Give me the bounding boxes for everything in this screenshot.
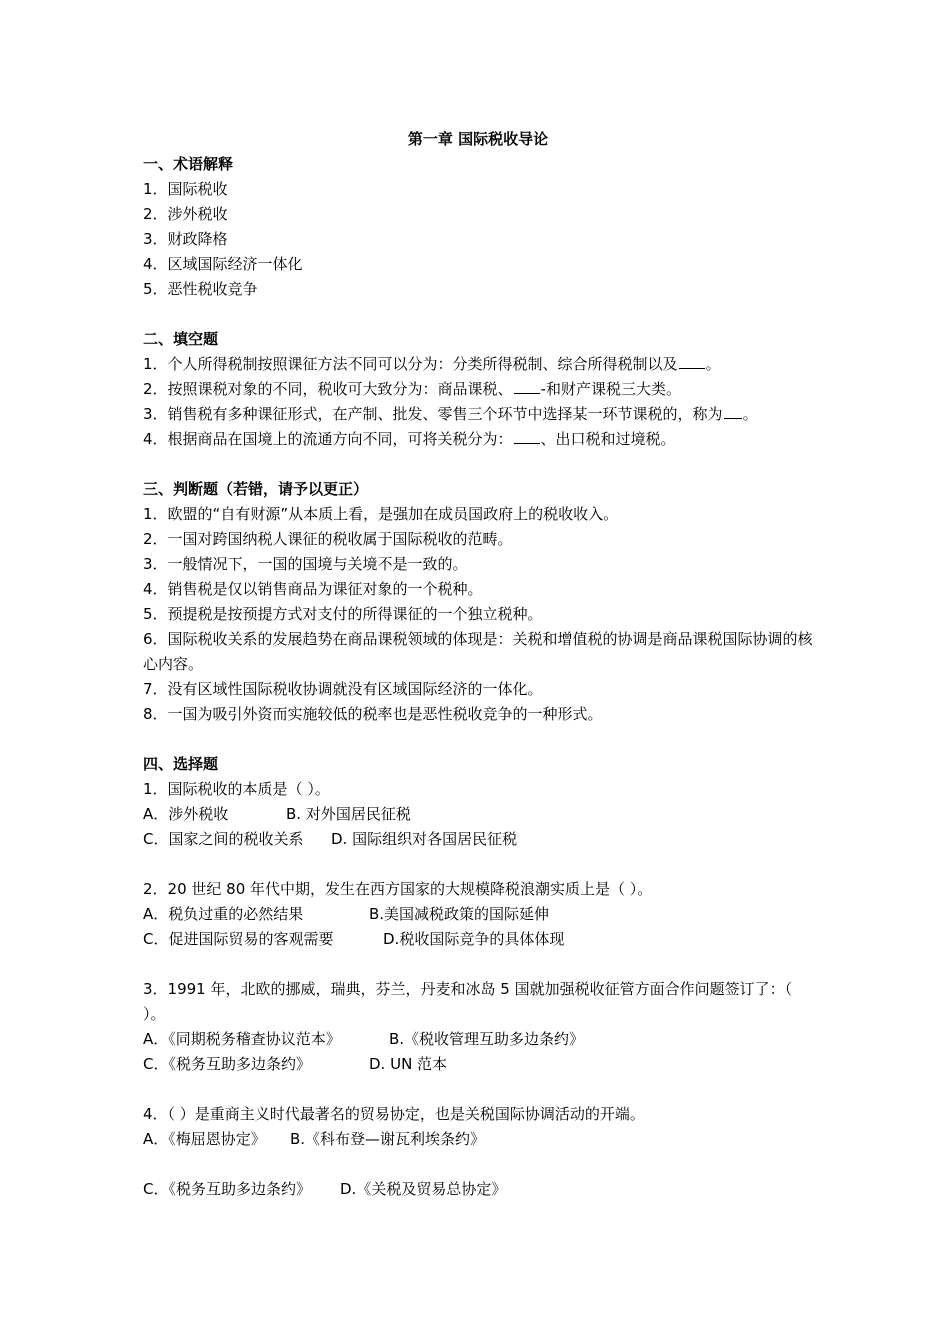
spacer bbox=[143, 1077, 813, 1102]
term-item: 3．财政降格 bbox=[143, 230, 228, 248]
term-item: 1．国际税收 bbox=[143, 180, 228, 198]
option-b: B.《科布登—谢瓦利埃条约》 bbox=[290, 1130, 486, 1148]
choice-options-row bbox=[143, 802, 813, 827]
question-text: 2．按照课税对象的不同，税收可大致分为：商品课税、 bbox=[143, 380, 513, 398]
true-false-item: 8．一国为吸引外资而实施较低的税率也是恶性税收竞争的一种形式。 bbox=[143, 705, 603, 723]
spacer bbox=[143, 852, 813, 877]
true-false-item: 3．一般情况下，一国的国境与关境不是一致的。 bbox=[143, 555, 468, 573]
question-text: 、出口税和过境税。 bbox=[540, 430, 676, 448]
true-false-item: 1．欧盟的“自有财源”从本质上看，是强加在成员国政府上的税收收入。 bbox=[143, 505, 619, 523]
choice-options-row bbox=[143, 927, 813, 952]
option-d: D.《关税及贸易总协定》 bbox=[340, 1180, 507, 1198]
section-heading-true-false: 三、判断题（若错，请予以更正） bbox=[143, 480, 369, 498]
answer-blank bbox=[724, 404, 742, 419]
option-c: C．促进国际贸易的客观需要 bbox=[143, 930, 334, 948]
option-d: D.税收国际竞争的具体体现 bbox=[383, 930, 565, 948]
section-heading-terms: 一、术语解释 bbox=[143, 155, 234, 173]
option-c: C．国家之间的税收关系 bbox=[143, 830, 304, 848]
true-false-item: 2．一国对跨国纳税人课征的税收属于国际税收的范畴。 bbox=[143, 530, 513, 548]
question-text: 4．根据商品在国境上的流通方向不同，可将关税分为： bbox=[143, 430, 513, 448]
spacer bbox=[143, 952, 813, 977]
answer-blank bbox=[679, 354, 705, 369]
true-false-item: 6．国际税收关系的发展趋势在商品课税领域的体现是：关税和增值税的协调是商品课税国际协调的核心内容。 bbox=[143, 630, 813, 673]
fill-blank-question bbox=[143, 377, 813, 402]
fill-blank-question bbox=[143, 352, 813, 377]
term-item: 5．恶性税收竞争 bbox=[143, 280, 258, 298]
question-text: 1．个人所得税制按照课征方法不同可以分为：分类所得税制、综合所得税制以及 bbox=[143, 355, 678, 373]
answer-blank bbox=[514, 429, 540, 444]
choice-question-stem: 1．国际税收的本质是（ ）。 bbox=[143, 780, 330, 798]
term-item: 2．涉外税收 bbox=[143, 205, 228, 223]
choice-options-row bbox=[143, 1052, 813, 1077]
fill-blank-question bbox=[143, 427, 813, 452]
term-item: 4．区域国际经济一体化 bbox=[143, 255, 303, 273]
spacer bbox=[143, 452, 813, 477]
option-b: B.《税收管理互助多边条约》 bbox=[389, 1030, 585, 1048]
option-a: A．涉外税收 bbox=[143, 805, 229, 823]
choice-question-stem: 4．（ ）是重商主义时代最著名的贸易协定，也是关税国际协调活动的开端。 bbox=[143, 1105, 645, 1123]
answer-blank bbox=[514, 379, 540, 394]
chapter-title: 第一章 国际税收导论 bbox=[407, 130, 549, 148]
option-c: C．《税务互助多边条约》 bbox=[143, 1055, 311, 1073]
question-text: 3．销售税有多种课征形式，在产制、批发、零售三个环节中选择某一环节课税的，称为 bbox=[143, 405, 723, 423]
section-heading-multiple-choice: 四、选择题 bbox=[143, 755, 219, 773]
fill-blank-question bbox=[143, 402, 813, 427]
choice-options-row bbox=[143, 1027, 813, 1052]
option-d: D. UN 范本 bbox=[369, 1055, 448, 1073]
option-b: B. 对外国居民征税 bbox=[286, 805, 411, 823]
question-text: 。 bbox=[705, 355, 721, 373]
section-heading-fill-blank: 二、填空题 bbox=[143, 330, 219, 348]
choice-options-row bbox=[143, 1127, 813, 1152]
option-c: C．《税务互助多边条约》 bbox=[143, 1180, 311, 1198]
option-a: A．《同期税务稽查协议范本》 bbox=[143, 1030, 341, 1048]
question-text: 。 bbox=[742, 405, 758, 423]
question-text: -和财产课税三大类。 bbox=[540, 380, 681, 398]
choice-options-row bbox=[143, 827, 813, 852]
document-content bbox=[143, 127, 813, 1202]
true-false-item: 4．销售税是仅以销售商品为课征对象的一个税种。 bbox=[143, 580, 483, 598]
true-false-item: 5．预提税是按预提方式对支付的所得课征的一个独立税种。 bbox=[143, 605, 543, 623]
spacer bbox=[143, 727, 813, 752]
spacer bbox=[143, 1152, 813, 1177]
choice-options-row bbox=[143, 902, 813, 927]
true-false-item: 7．没有区域性国际税收协调就没有区域国际经济的一体化。 bbox=[143, 680, 543, 698]
option-d: D. 国际组织对各国居民征税 bbox=[331, 830, 518, 848]
choice-question-stem: 3．1991 年，北欧的挪威，瑞典，芬兰，丹麦和冰岛 5 国就加强税收征管方面合作问题签订了：（ ）。 bbox=[143, 980, 793, 1023]
choice-question-stem: 2．20 世纪 80 年代中期，发生在西方国家的大规模降税浪潮实质上是（ ）。 bbox=[143, 880, 653, 898]
option-a: A．税负过重的必然结果 bbox=[143, 905, 304, 923]
option-b: B.美国减税政策的国际延伸 bbox=[369, 905, 550, 923]
choice-options-row bbox=[143, 1177, 813, 1202]
spacer bbox=[143, 302, 813, 327]
option-a: A．《梅屈恩协定》 bbox=[143, 1130, 266, 1148]
